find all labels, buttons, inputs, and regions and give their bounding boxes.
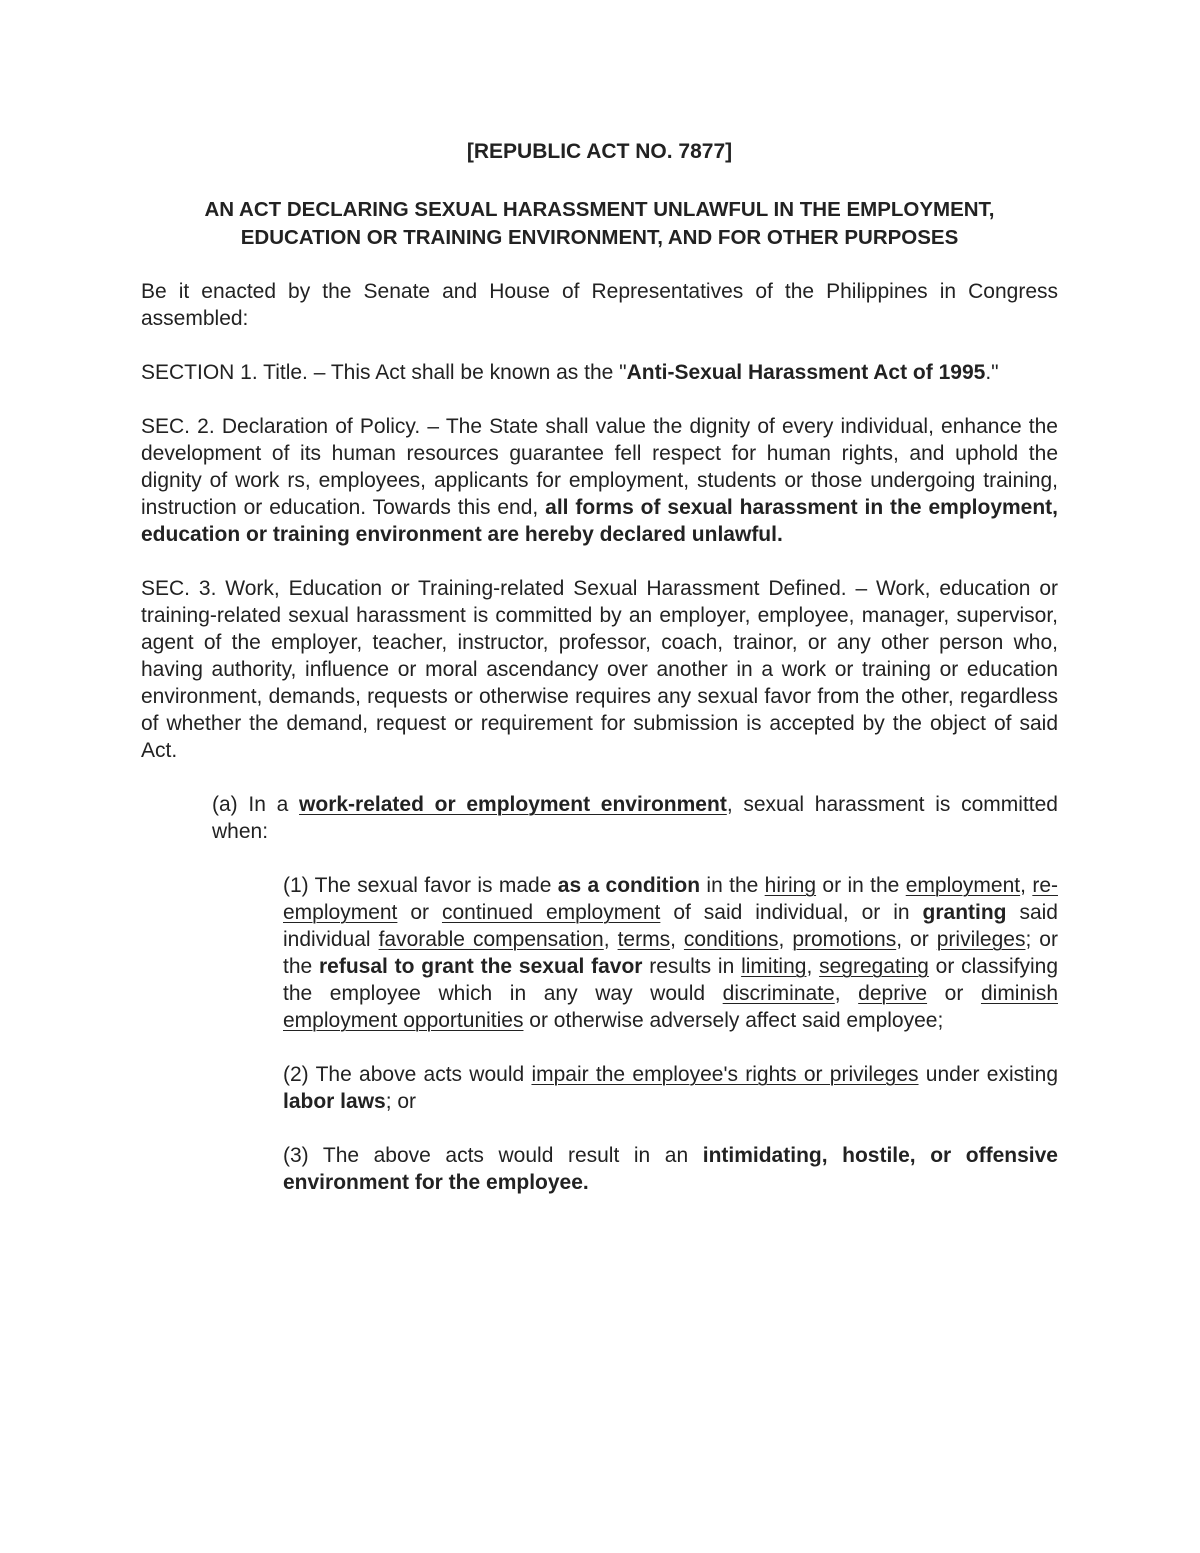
- item-1: [283, 872, 1058, 1034]
- clause-a-text: (a) In a: [212, 793, 300, 816]
- item-1-text: ,: [806, 955, 820, 978]
- item-2-term: impair the employee's rights or privileges: [531, 1063, 919, 1086]
- item-1-term: terms: [617, 928, 671, 951]
- item-1-text: or: [927, 982, 981, 1005]
- item-2-bold: labor laws: [283, 1090, 386, 1113]
- item-1-text: ; or the: [283, 928, 1058, 978]
- item-1-text: , or: [896, 928, 937, 951]
- item-2-text: under existing: [918, 1063, 1058, 1086]
- item-2-text: ; or: [385, 1090, 417, 1113]
- item-1-term: promotions: [792, 928, 897, 951]
- item-1-term: re-employment: [283, 874, 1058, 924]
- item-1-text: (1) The sexual favor is made: [283, 874, 558, 897]
- clause-a-term: work-related or employment environment: [299, 793, 727, 816]
- act-long-title: [141, 196, 1058, 252]
- item-1-text: or otherwise adversely affect said employee;: [523, 1009, 944, 1032]
- section-1: [141, 359, 1058, 386]
- item-3-text: (3) The above acts would result in an: [283, 1144, 703, 1167]
- item-1-term: continued employment: [441, 901, 661, 924]
- item-3: [283, 1142, 1058, 1196]
- item-1-text: said individual: [283, 901, 1058, 951]
- item-1-term: diminish employment opportunities: [283, 982, 1058, 1032]
- enacting-clause: Be it enacted by the Senate and House of Representatives of the Philippines in Congress assembled:: [141, 280, 1058, 330]
- item-1-term: favorable compensation: [378, 928, 604, 951]
- item-1-text: ,: [834, 982, 859, 1005]
- item-1-term: segregating: [819, 955, 929, 978]
- item-2-text: (2) The above acts would: [283, 1063, 532, 1086]
- item-1-text: ,: [603, 928, 618, 951]
- clause-a-text-2: , sexual harassment is committed when:: [212, 793, 1058, 843]
- document-body: [141, 138, 1058, 1196]
- item-1-text: or classifying the employee which in any way would: [283, 955, 1058, 1005]
- item-1-term: privileges: [936, 928, 1026, 951]
- item-1-text: results in: [642, 955, 742, 978]
- item-1-bold: refusal to grant the sexual favor: [319, 955, 643, 978]
- item-3-bold: intimidating, hostile, or offensive environment for the employee.: [283, 1144, 1058, 1194]
- item-1-text: of said individual, or in: [660, 901, 923, 924]
- item-1-term: conditions: [683, 928, 779, 951]
- item-1-text: in the: [700, 874, 765, 897]
- section-2-declaration: all forms of sexual harassment in the employment, education or training environment are hereby declared unlawful.: [141, 496, 1058, 546]
- item-1-text: or: [397, 901, 442, 924]
- item-1-text: or in the: [816, 874, 906, 897]
- item-1-term: deprive: [858, 982, 928, 1005]
- act-long-title-line2: EDUCATION OR TRAINING ENVIRONMENT, AND FOR OTHER PURPOSES: [240, 226, 959, 249]
- act-number-title: [REPUBLIC ACT NO. 7877]: [466, 140, 733, 163]
- item-1-bold: granting: [922, 901, 1007, 924]
- item-1-bold: as a condition: [557, 874, 701, 897]
- act-long-title-line1: AN ACT DECLARING SEXUAL HARASSMENT UNLAWFUL IN THE EMPLOYMENT,: [204, 198, 995, 221]
- section-1-suffix: .": [985, 361, 999, 384]
- section-2: [141, 413, 1058, 548]
- section-2-text: SEC. 2. Declaration of Policy. – The State shall value the dignity of every individual, enhance the development of its human resources guarantee fell respect for human rights, and uphold the dignity of work rs, employees, applicants for employment, students or those undergoing training, instruction or education. Towards this end,: [141, 415, 1058, 519]
- clause-a: [212, 791, 1058, 845]
- item-2: [283, 1061, 1058, 1115]
- item-1-term: limiting: [741, 955, 807, 978]
- section-3: SEC. 3. Work, Education or Training-related Sexual Harassment Defined. – Work, education or training-related sexual harassment is committed by an employer, employee, manager, supervisor, agent of the employer, teacher, instructor, professor, coach, trainor, or any other person who, having authority, influence or moral ascendancy over another in a work or training or education environment, demands, requests or otherwise requires any sexual favor from the other, regardless of whether the demand, request or requirement for submission is accepted by the object of said Act.: [141, 577, 1058, 762]
- item-1-term: hiring: [764, 874, 817, 897]
- item-1-term: employment: [905, 874, 1021, 897]
- act-short-title: Anti-Sexual Harassment Act of 1995: [626, 361, 986, 384]
- item-1-text: ,: [1020, 874, 1033, 897]
- item-1-text: ,: [670, 928, 684, 951]
- section-1-text: SECTION 1. Title. – This Act shall be known as the ": [141, 361, 627, 384]
- item-1-text: ,: [778, 928, 793, 951]
- item-1-term: discriminate: [722, 982, 835, 1005]
